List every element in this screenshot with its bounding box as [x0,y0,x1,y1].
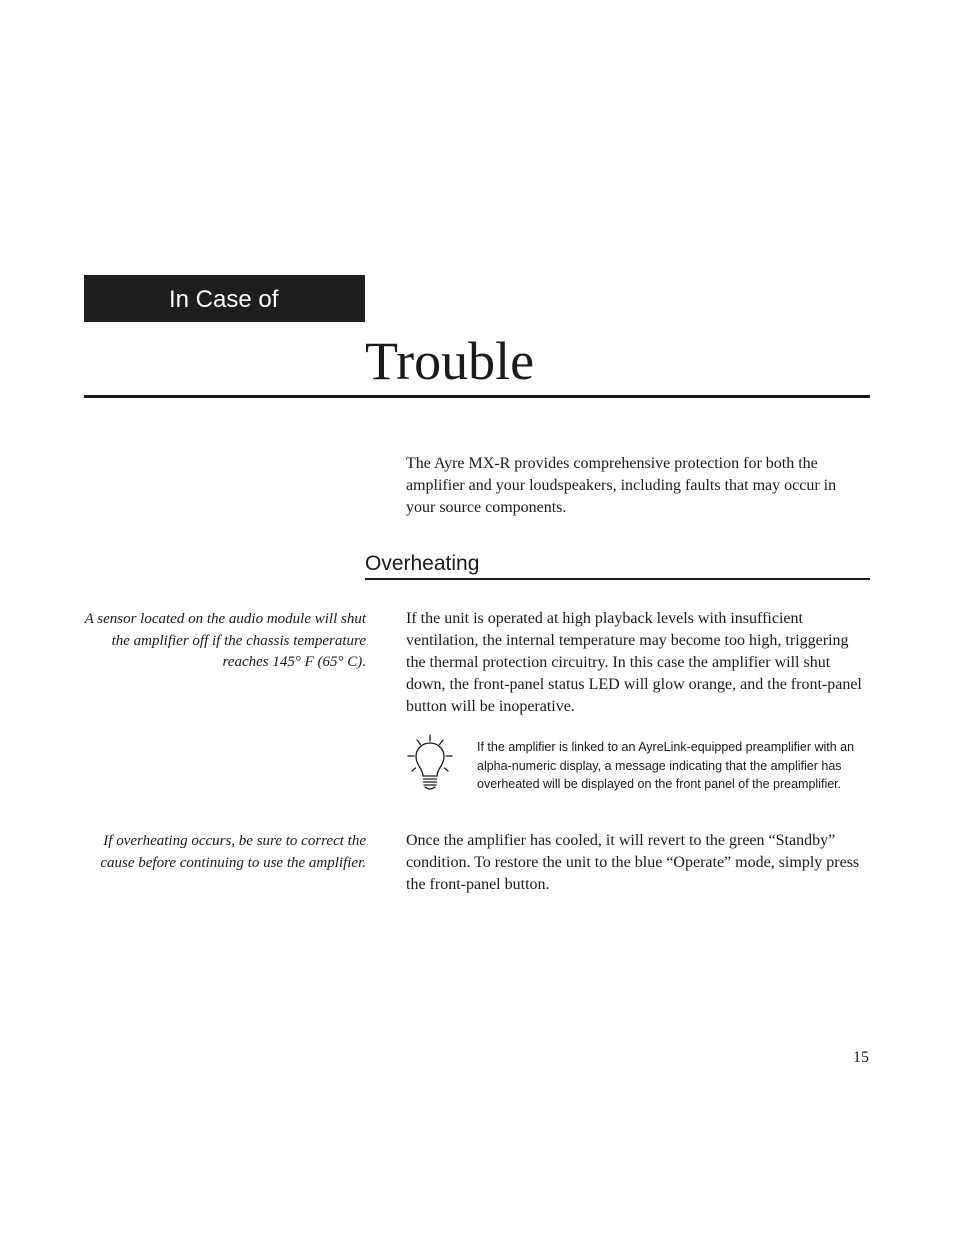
page-number: 15 [853,1049,869,1066]
lightbulb-icon [405,733,455,793]
title-divider [84,395,870,398]
chapter-banner [84,275,365,322]
page-title: Trouble [365,331,535,391]
tip-note: If the amplifier is linked to an AyreLink-equipped preamplifier with an alpha-numeric display, a message indicating that the amplifier has overheated will be displayed on the front panel of the preamplifier. [477,740,855,791]
intro-paragraph: The Ayre MX-R provides comprehensive protection for both the amplifier and your loudspeakers, including faults that may occur in your source components. [406,455,837,516]
section-heading-overheating: Overheating [365,552,480,575]
sidenote-sensor: A sensor located on the audio module will shut the amplifier off if the chassis temperature reaches 145° F (65° C). [84,611,366,670]
body-paragraph-cooling: Once the amplifier has cooled, it will revert to the green “Standby” condition. To restore the unit to the blue “Operate” mode, simply press the front-panel button. [406,832,860,893]
body-paragraph-overheating: If the unit is operated at high playback levels with insufficient ventilation, the internal temperature may become too high, triggering the thermal protection circuitry. In this case the amplifier will shut down, the front-panel status LED will glow orange, and the front-panel button will be inoperative. [406,610,862,715]
section-divider [365,578,870,580]
chapter-banner-text: In Case of [169,286,279,313]
sidenote-correct-cause: If overheating occurs, be sure to correct the cause before continuing to use the amplifier. [100,833,366,871]
